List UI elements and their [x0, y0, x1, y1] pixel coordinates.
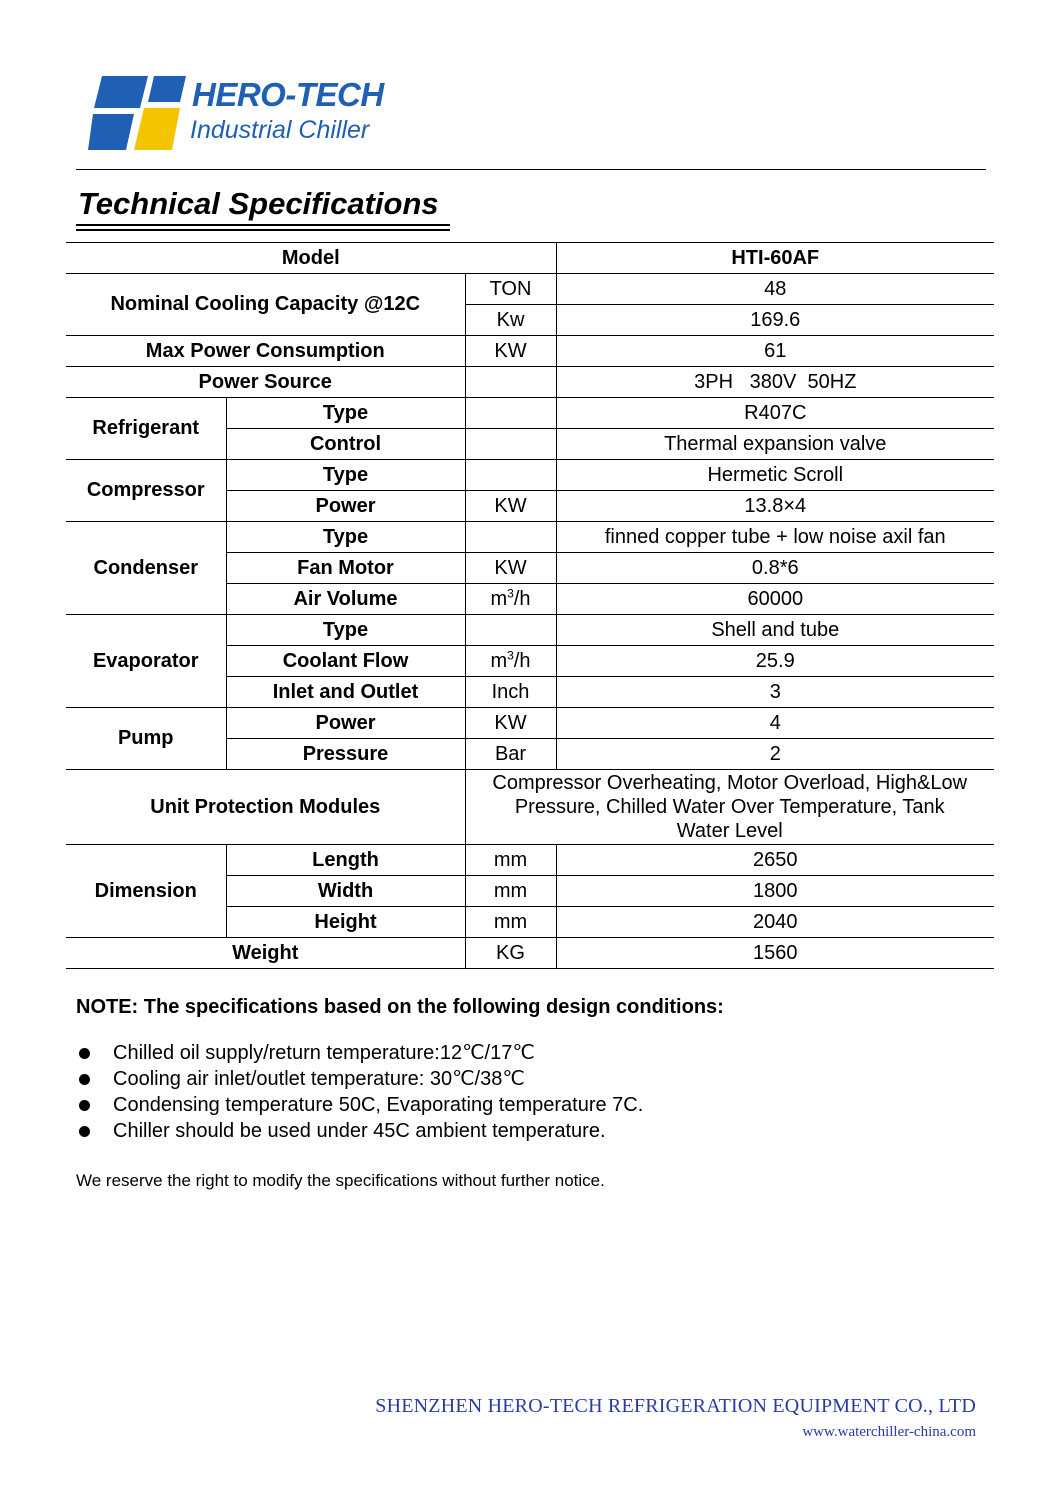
dimension-label: Dimension [66, 845, 226, 938]
pump-pressure-unit: Bar [465, 739, 556, 770]
evaporator-inlet-unit: Inch [465, 677, 556, 708]
table-row-max-power [66, 336, 994, 367]
compressor-label: Compressor [66, 460, 226, 522]
footer-company: SHENZHEN HERO-TECH REFRIGERATION EQUIPMENT CO., LTD [375, 1395, 976, 1417]
length-label: Length [226, 845, 465, 876]
bullet-icon [79, 1048, 90, 1059]
page-title: Technical Specifications [78, 186, 439, 221]
cooling-unit-ton: TON [465, 274, 556, 305]
compressor-power-value: 13.8×4 [556, 491, 994, 522]
condenser-air-unit-tail: /h [513, 587, 531, 610]
width-label: Width [226, 876, 465, 907]
refrigerant-type-value: R407C [556, 398, 994, 429]
max-power-unit: KW [465, 336, 556, 367]
height-value: 2040 [556, 907, 994, 938]
pump-power-unit: KW [465, 708, 556, 739]
table-row-length [66, 845, 994, 876]
evaporator-inlet-label: Inlet and Outlet [226, 677, 465, 708]
compressor-power-label: Power [226, 491, 465, 522]
refrigerant-type-unit [465, 398, 556, 429]
refrigerant-type-label: Type [226, 398, 465, 429]
evaporator-flow-unit-base: m [490, 649, 508, 672]
table-row-power-source [66, 367, 994, 398]
bullet-icon [79, 1100, 90, 1111]
table-row-refrigerant-type [66, 398, 994, 429]
bullet-icon [79, 1074, 90, 1085]
protection-line-3: Water Level [676, 820, 783, 842]
power-source-value: 3PH 380V 50HZ [556, 367, 994, 398]
refrigerant-control-label: Control [226, 429, 465, 460]
condenser-type-value: finned copper tube + low noise axil fan [556, 522, 994, 553]
evaporator-type-label: Type [226, 615, 465, 646]
length-unit: mm [465, 845, 556, 876]
evaporator-flow-unit [465, 646, 556, 677]
title-underline-2 [76, 229, 450, 231]
list-item [76, 1092, 643, 1118]
cooling-value-ton: 48 [556, 274, 994, 305]
header-divider [76, 169, 986, 170]
title-underline-1 [76, 224, 450, 226]
reserve-notice: We reserve the right to modify the specifications without further notice. [76, 1171, 605, 1190]
max-power-label: Max Power Consumption [66, 336, 465, 367]
condition-text: Condensing temperature 50C, Evaporating temperature 7C. [113, 1094, 644, 1116]
table-row-cooling-ton [66, 274, 994, 305]
weight-value: 1560 [556, 938, 994, 969]
refrigerant-control-unit [465, 429, 556, 460]
condenser-air-unit-sup: 3 [507, 585, 514, 600]
pump-label: Pump [66, 708, 226, 770]
condenser-fan-value: 0.8*6 [556, 553, 994, 584]
list-item [76, 1066, 643, 1092]
condenser-air-label: Air Volume [226, 584, 465, 615]
condenser-air-unit-base: m [490, 587, 508, 610]
condenser-fan-unit: KW [465, 553, 556, 584]
weight-label: Weight [66, 938, 465, 969]
evaporator-flow-unit-tail: /h [513, 649, 531, 672]
width-value: 1800 [556, 876, 994, 907]
condenser-air-value: 60000 [556, 584, 994, 615]
table-row-pump-power [66, 708, 994, 739]
protection-line-2: Pressure, Chilled Water Over Temperature, Tank [514, 796, 945, 818]
evaporator-inlet-value: 3 [556, 677, 994, 708]
pump-pressure-label: Pressure [226, 739, 465, 770]
height-label: Height [226, 907, 465, 938]
compressor-type-label: Type [226, 460, 465, 491]
length-value: 2650 [556, 845, 994, 876]
compressor-type-unit [465, 460, 556, 491]
refrigerant-label: Refrigerant [66, 398, 226, 460]
table-row-weight [66, 938, 994, 969]
condition-text: Chilled oil supply/return temperature:12℃/17℃ [113, 1042, 535, 1064]
power-source-unit [465, 367, 556, 398]
protection-label: Unit Protection Modules [66, 770, 465, 845]
table-row-compressor-type [66, 460, 994, 491]
max-power-value: 61 [556, 336, 994, 367]
condenser-air-unit [465, 584, 556, 615]
cooling-value-kw: 169.6 [556, 305, 994, 336]
list-item [76, 1118, 643, 1144]
pump-power-label: Power [226, 708, 465, 739]
condition-text: Chiller should be used under 45C ambient temperature. [113, 1120, 606, 1142]
width-unit: mm [465, 876, 556, 907]
condition-text: Cooling air inlet/outlet temperature: 30℃/38℃ [113, 1068, 525, 1090]
evaporator-flow-unit-sup: 3 [507, 647, 514, 662]
table-row-protection [66, 770, 994, 845]
evaporator-flow-label: Coolant Flow [226, 646, 465, 677]
pump-power-value: 4 [556, 708, 994, 739]
protection-line-1: Compressor Overheating, Motor Overload, High&Low [492, 772, 968, 794]
model-label: Model [66, 243, 556, 274]
evaporator-type-unit [465, 615, 556, 646]
footer-url[interactable]: www.waterchiller-china.com [802, 1424, 976, 1440]
hero-tech-logo-icon [88, 72, 188, 152]
cooling-unit-kw: Kw [465, 305, 556, 336]
bullet-icon [79, 1126, 90, 1137]
pump-pressure-value: 2 [556, 739, 994, 770]
table-row-evaporator-type [66, 615, 994, 646]
condenser-label: Condenser [66, 522, 226, 615]
evaporator-type-value: Shell and tube [556, 615, 994, 646]
cooling-capacity-label: Nominal Cooling Capacity @12C [66, 274, 465, 336]
condenser-fan-label: Fan Motor [226, 553, 465, 584]
list-item [76, 1040, 643, 1066]
notes-title: NOTE: The specifications based on the following design conditions: [76, 996, 724, 1018]
weight-unit: KG [465, 938, 556, 969]
condenser-type-unit [465, 522, 556, 553]
evaporator-flow-value: 25.9 [556, 646, 994, 677]
compressor-power-unit: KW [465, 491, 556, 522]
protection-value [465, 770, 994, 845]
spec-table [66, 242, 994, 969]
compressor-type-value: Hermetic Scroll [556, 460, 994, 491]
power-source-label: Power Source [66, 367, 465, 398]
evaporator-label: Evaporator [66, 615, 226, 708]
height-unit: mm [465, 907, 556, 938]
brand-subtitle: Industrial Chiller [190, 116, 370, 144]
conditions-list [76, 1040, 643, 1144]
refrigerant-control-value: Thermal expansion valve [556, 429, 994, 460]
table-row-model [66, 243, 994, 274]
condenser-type-label: Type [226, 522, 465, 553]
table-row-condenser-type [66, 522, 994, 553]
brand-name: HERO-TECH [192, 76, 384, 113]
model-value: HTI-60AF [556, 243, 994, 274]
